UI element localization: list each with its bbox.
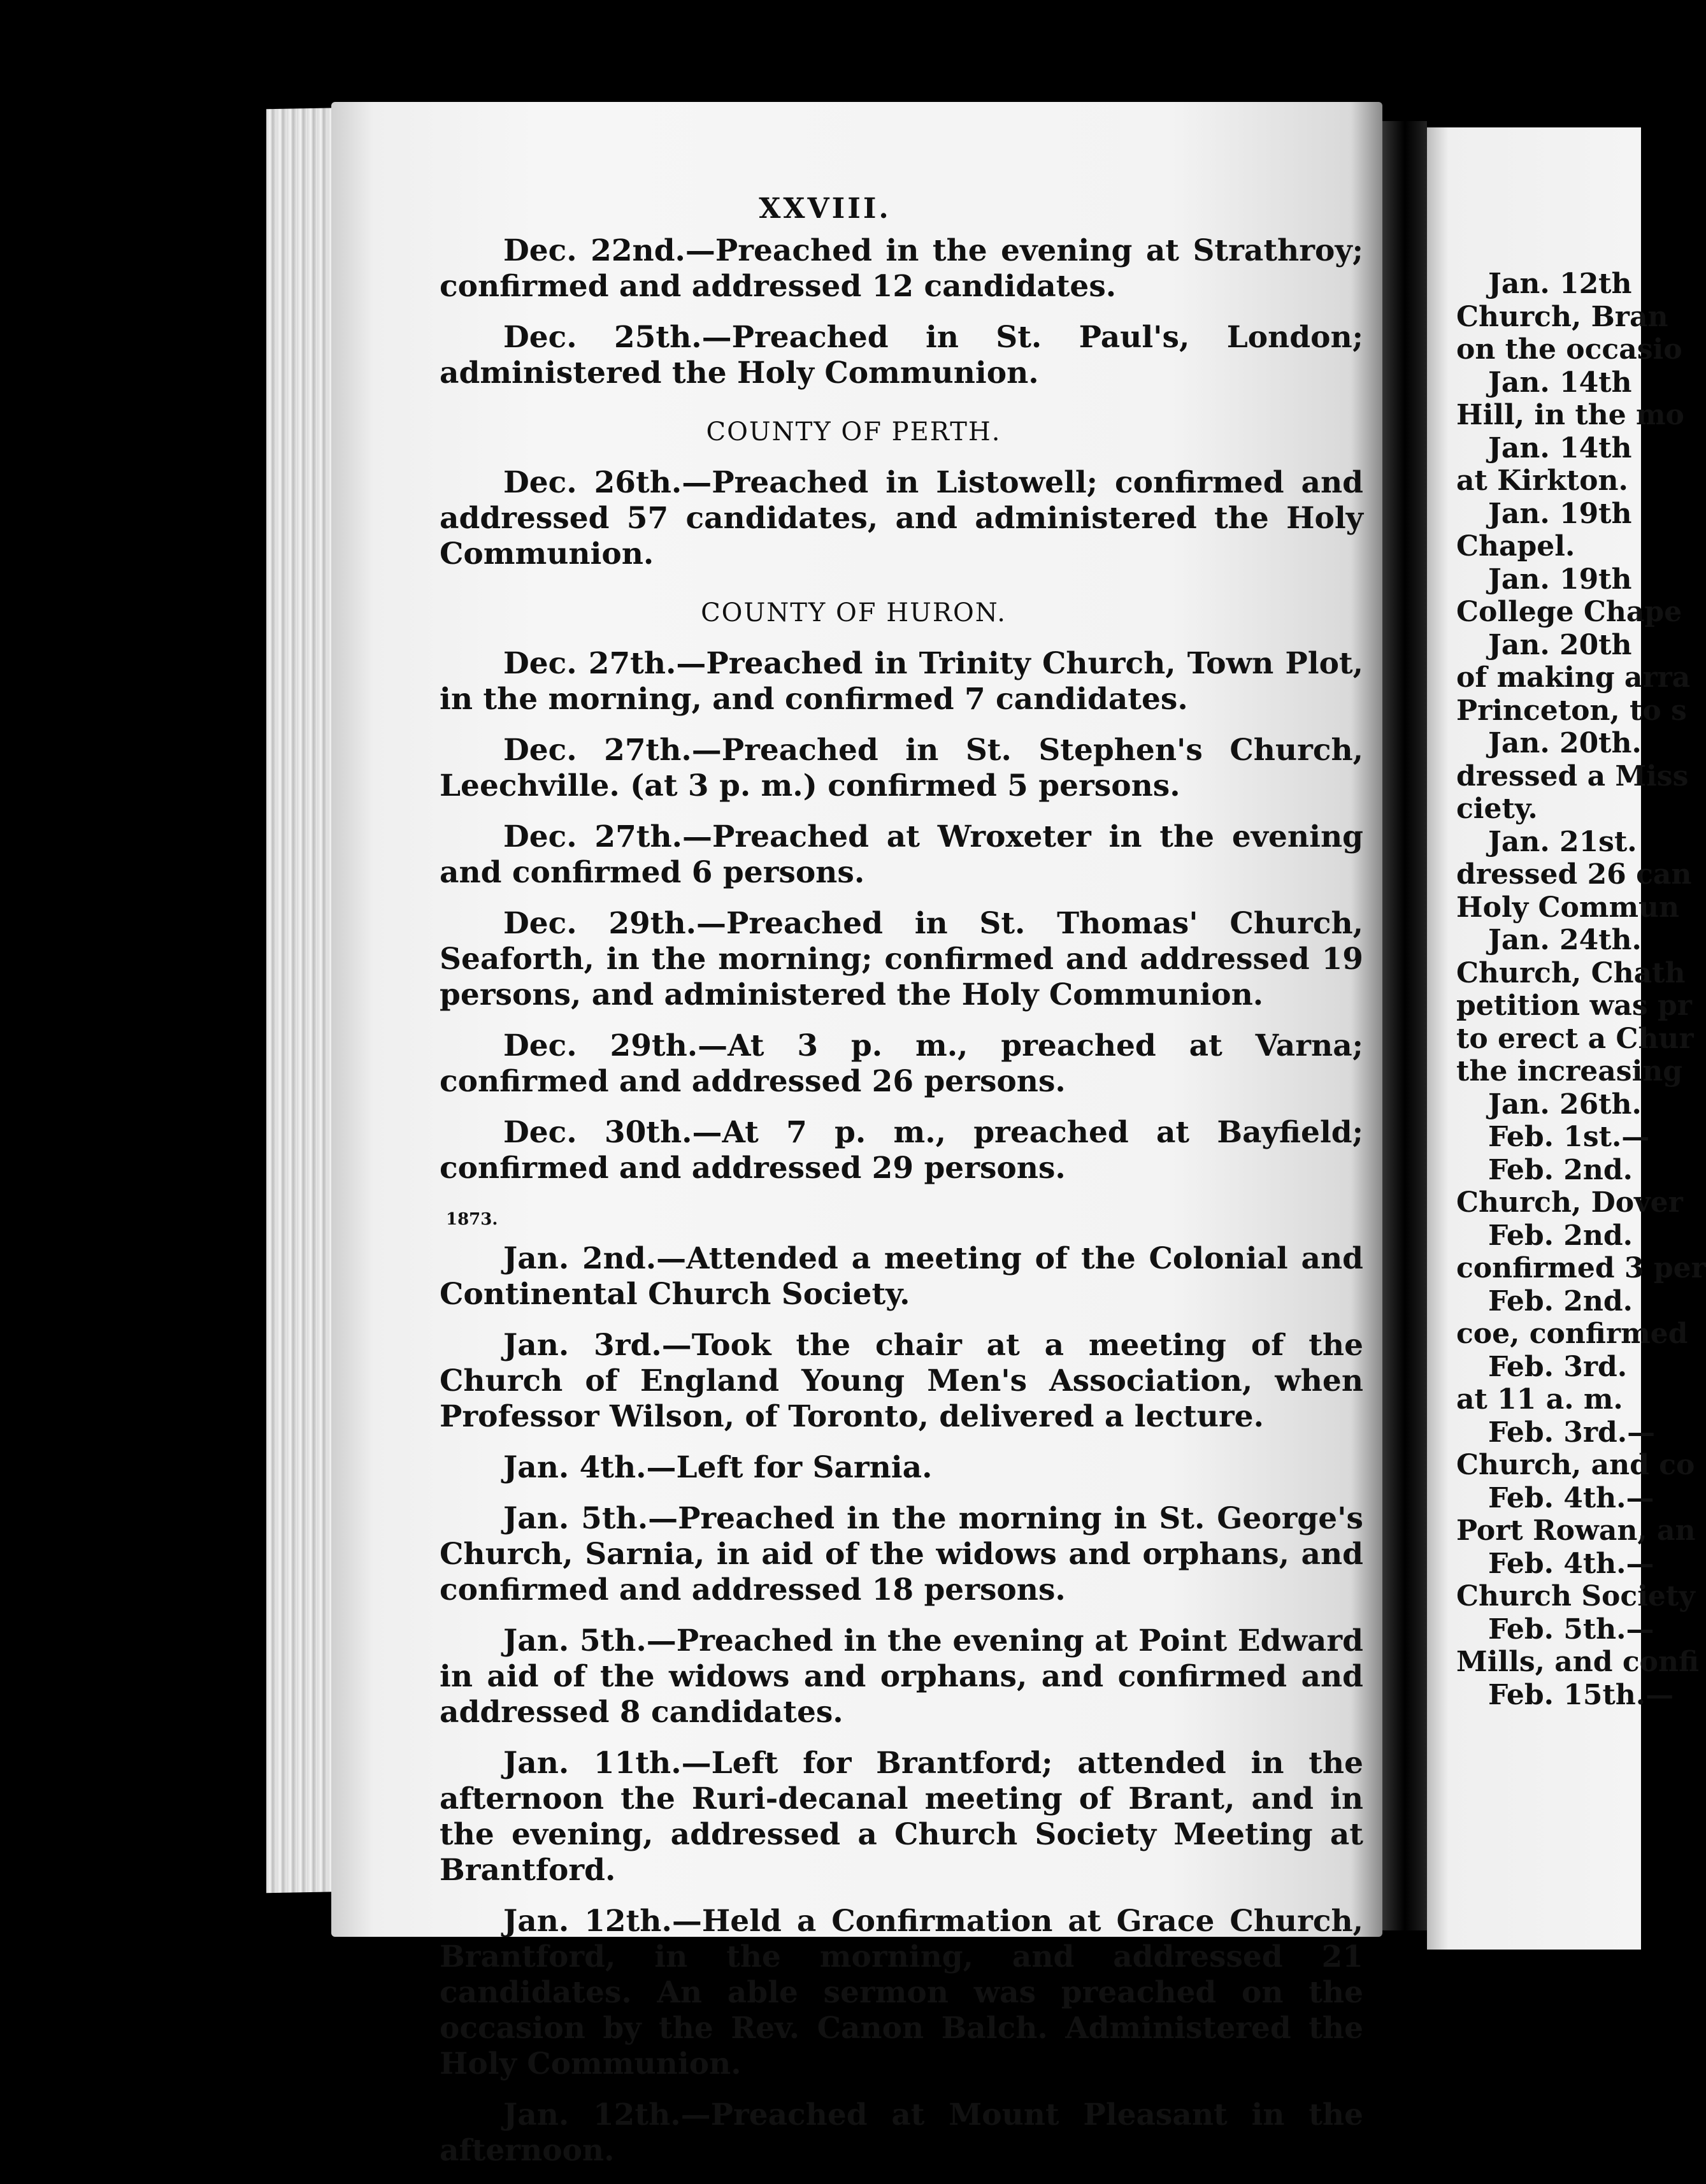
diary-entry: Dec. 30th.—At 7 p. m., preached at Bayfield; confirmed and addressed 29 persons. [440,1115,1363,1186]
right-page-line: Jan. 20th [1488,628,1632,661]
right-page-line: Jan. 12th [1488,268,1632,300]
right-page-line: Feb. 2nd. [1488,1284,1633,1318]
diary-entry: Jan. 4th.—Left for Sarnia. [503,1450,933,1485]
diary-entry: Jan. 12th.—Held a Confirmation at Grace Church, Brantford, in the morning, and addressed 21 candidates. An able sermon was preached on the occasion by the Rev. Canon Balch. Administered the Holy Communion. [440,1904,1363,2081]
right-page-line: Feb. 5th.— [1488,1613,1654,1646]
diary-entry: Dec. 27th.—Preached in St. Stephen's Church, Leechville. (at 3 p. m.) confirmed 5 persons. [440,733,1363,803]
right-page-line: Jan. 14th [1488,366,1632,399]
right-page-line: Jan. 24th. [1488,924,1642,956]
right-page-line: Jan. 14th [1488,431,1632,464]
diary-entry: Dec. 27th.—Preached at Wroxeter in the evening and confirmed 6 persons. [440,819,1363,890]
right-page-line: Feb. 1st.— [1488,1121,1650,1153]
right-page-line: Jan. 21st. [1488,825,1637,858]
right-page-line: Jan. 19th [1488,497,1632,530]
right-page-line: on the occasio [1456,333,1682,366]
right-page-line: Church, Chath [1456,956,1686,989]
year-label: 1873. [446,1210,498,1229]
right-page-line: at 11 a. m. [1456,1383,1623,1416]
right-page-line: to erect a Chur [1456,1022,1694,1055]
page-number: XXVIII. [759,192,891,225]
right-page-line: Feb. 4th.— [1488,1481,1654,1514]
diary-entry: Dec. 22nd.—Preached in the evening at Strathroy; confirmed and addressed 12 candidates. [440,233,1363,304]
diary-entry: Dec. 29th.—Preached in St. Thomas' Church, Seaforth, in the morning; confirmed and addressed 19 persons, and administered the Holy Communion. [440,906,1363,1012]
right-page-line: Church, and co [1456,1449,1695,1481]
right-page-line: petition was pr [1456,989,1692,1022]
diary-entry: Dec. 27th.—Preached in Trinity Church, Town Plot, in the morning, and confirmed 7 candidates. [440,646,1363,717]
right-page-line: Jan. 26th. [1488,1088,1642,1121]
right-page-line: Holy Commun [1456,891,1679,924]
right-page-line: Jan. 20th. [1488,727,1642,759]
right-page-text [1456,268,1706,1711]
diary-entry: Dec. 25th.—Preached in St. Paul's, London; administered the Holy Communion. [440,320,1363,391]
right-page-line: Port Rowan, an [1456,1514,1696,1547]
right-page-line: ciety. [1456,793,1538,825]
right-page-line: College Chape [1456,596,1682,628]
right-page-line: Chapel. [1456,530,1575,563]
right-page-line: Church, Dover [1456,1186,1683,1219]
right-page-line: confirmed 3 per [1456,1252,1706,1284]
right-page-line: Mills, and confi [1456,1646,1699,1678]
right-page-line: Feb. 15th.— [1488,1678,1674,1711]
book-gutter [1382,121,1427,1930]
section-heading-huron: COUNTY OF HURON. [701,598,1007,628]
diary-entry: Jan. 11th.—Left for Brantford; attended in the afternoon the Ruri-decanal meeting of Brant, and in the evening, addressed a Church Society Meeting at Brantford. [440,1746,1363,1888]
right-page-line: of making arra [1456,661,1691,694]
diary-entry: Jan. 12th.—Preached at Mount Pleasant in the afternoon. [440,2097,1363,2168]
diary-entry: Jan. 2nd.—Attended a meeting of the Colonial and Continental Church Society. [440,1241,1363,1312]
diary-entry: Dec. 29th.—At 3 p. m., preached at Varna; confirmed and addressed 26 persons. [440,1028,1363,1099]
diary-entry: Jan. 5th.—Preached in the morning in St. George's Church, Sarnia, in aid of the widows and orphans, and confirmed and addressed 18 persons. [440,1501,1363,1607]
diary-entry: Dec. 26th.—Preached in Listowell; confirmed and addressed 57 candidates, and administered the Holy Communion. [440,465,1363,571]
right-page-line: Princeton, to s [1456,694,1687,727]
right-page-line: Jan. 19th [1488,563,1632,596]
diary-entry: Jan. 5th.—Preached in the evening at Point Edward in aid of the widows and orphans, and confirmed and addressed 8 candidates. [440,1623,1363,1730]
right-page-line: Church, Bran [1456,300,1668,333]
section-heading-perth: COUNTY OF PERTH. [706,417,1001,447]
diary-entry: Jan. 3rd.—Took the chair at a meeting of the Church of England Young Men's Association, when Professor Wilson, of Toronto, delivered a lecture. [440,1328,1363,1434]
right-page-line: dressed a Miss [1456,759,1689,793]
right-page-line: Hill, in the mo [1456,399,1684,431]
left-page-text [440,191,1363,2184]
right-page-line: Feb. 2nd. [1488,1219,1633,1252]
right-page-line: coe, confirmed [1456,1318,1688,1350]
right-page-line: dressed 26 can [1456,858,1692,891]
right-page-line: at Kirkton. [1456,464,1628,497]
right-page-line: the increasing [1456,1055,1683,1088]
right-page-line: Church Society [1456,1580,1695,1613]
right-page-line: Feb. 4th.— [1488,1547,1654,1580]
right-page-line: Feb. 3rd. [1488,1350,1628,1383]
right-page-line: Feb. 2nd. [1488,1153,1633,1186]
right-page-line: Feb. 3rd.— [1488,1416,1656,1449]
